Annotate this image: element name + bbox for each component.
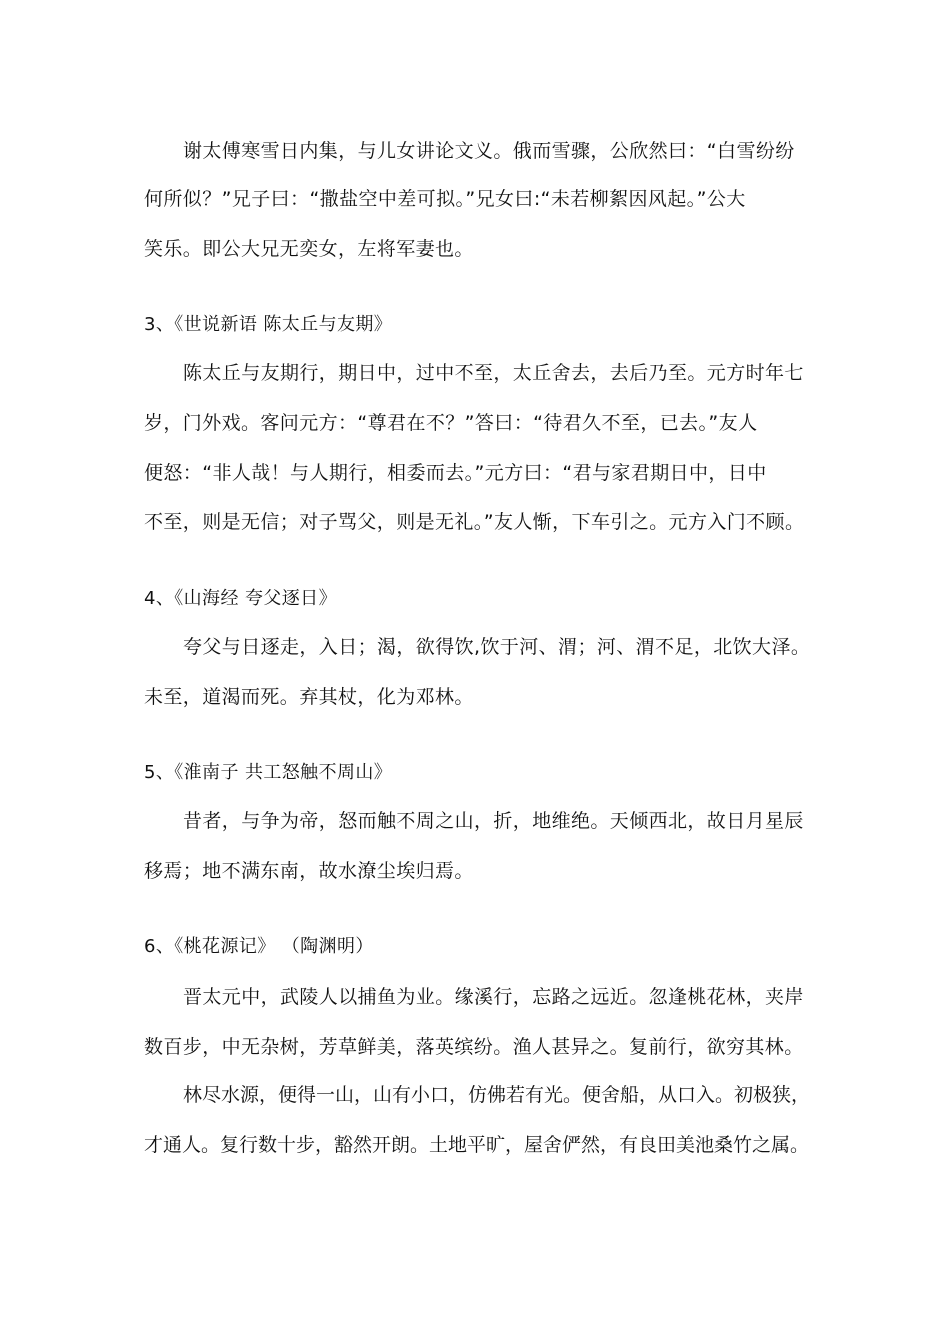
section-heading: 3、《世说新语 陈太丘与友期》 [144, 314, 393, 335]
section-heading: 6、《桃花源记》 （陶渊明） [144, 936, 374, 957]
paragraph-line: 便怒：“非人哉！与人期行，相委而去。”元方曰：“君与家君期日中，日中 [144, 462, 767, 484]
paragraph-line: 岁，门外戏。客问元方：“尊君在不？”答曰：“待君久不至，已去。”友人 [144, 412, 758, 434]
section-heading: 4、《山海经 夸父逐日》 [144, 588, 337, 609]
paragraph-line: 林尽水源，便得一山，山有小口，仿佛若有光。便舍船，从口入。初极狭， [183, 1084, 811, 1106]
paragraph-line: 夸父与日逐走，入日；渴，欲得饮,饮于河、渭；河、渭不足，北饮大泽。 [183, 636, 811, 658]
paragraph-line: 昔者，与争为帝，怒而触不周之山，折，地维绝。天倾西北，故日月星辰 [183, 810, 804, 832]
section-heading: 5、《淮南子 共工怒触不周山》 [144, 762, 393, 783]
paragraph-line: 笑乐。即公大兄无奕女，左将军妻也。 [144, 238, 474, 260]
paragraph-line: 不至，则是无信；对子骂父，则是无礼。”友人惭，下车引之。元方入门不顾。 [144, 511, 805, 533]
paragraph-line: 何所似？”兄子曰：“撒盐空中差可拟。”兄女曰:“未若柳絮因风起。”公大 [144, 188, 746, 210]
paragraph-line: 未至，道渴而死。弃其杖，化为邓林。 [144, 686, 474, 708]
paragraph-line: 才通人。复行数十步，豁然开朗。土地平旷，屋舍俨然，有良田美池桑竹之属。 [144, 1134, 810, 1156]
paragraph-line: 移焉；地不满东南，故水潦尘埃归焉。 [144, 860, 474, 882]
paragraph-line: 陈太丘与友期行，期日中，过中不至，太丘舍去，去后乃至。元方时年七 [183, 362, 804, 384]
paragraph-line: 数百步，中无杂树，芳草鲜美，落英缤纷。渔人甚异之。复前行，欲穷其林。 [144, 1036, 804, 1058]
paragraph-line: 谢太傅寒雪日内集，与儿女讲论文义。俄而雪骤，公欣然曰：“白雪纷纷 [183, 140, 795, 162]
paragraph-line: 晋太元中，武陵人以捕鱼为业。缘溪行，忘路之远近。忽逢桃花林，夹岸 [183, 986, 804, 1008]
